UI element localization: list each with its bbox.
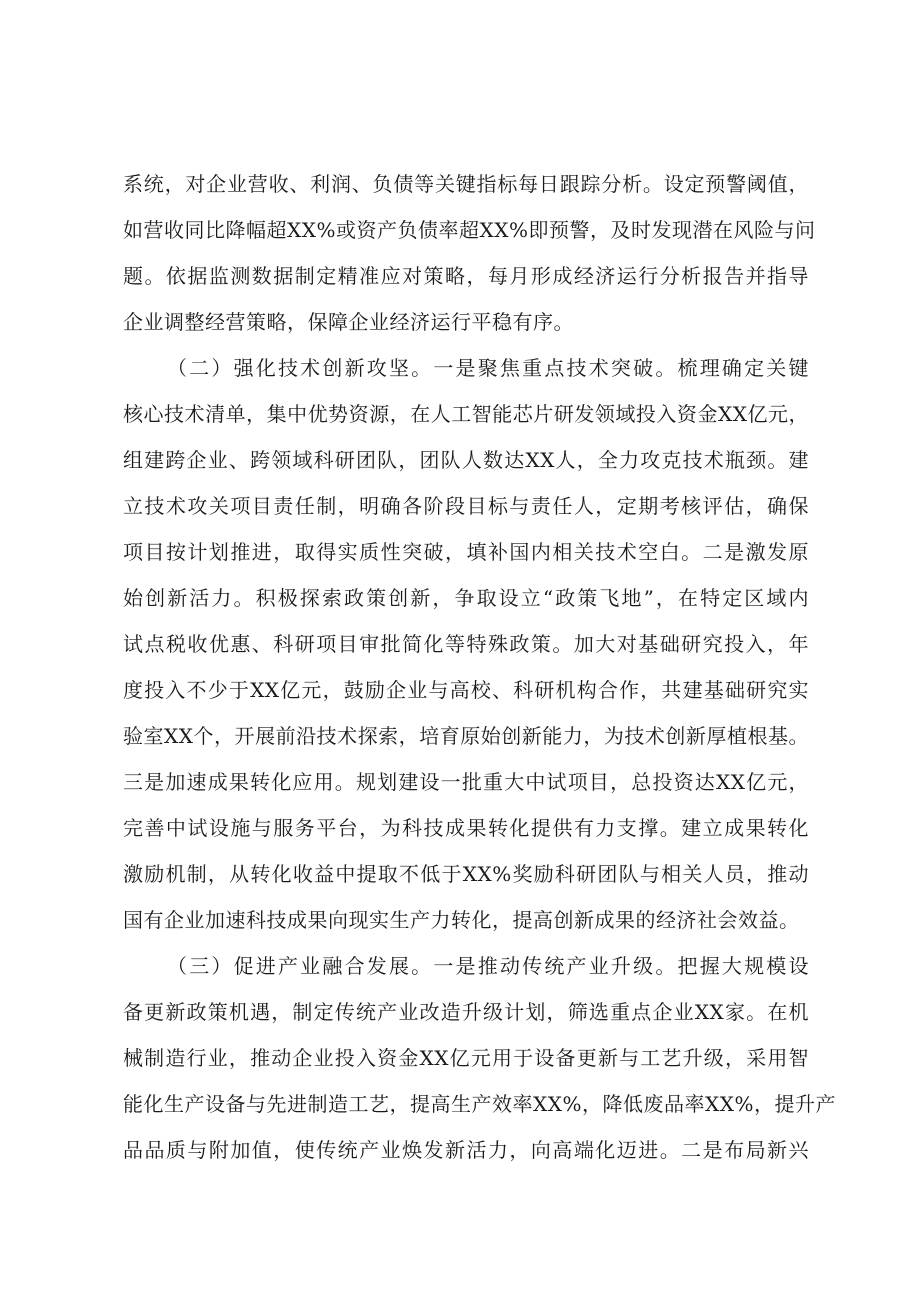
text-line: 备更新政策机遇，制定传统产业改造升级计划，筛选重点企业XX家。在机: [123, 1000, 809, 1024]
text-line: 始创新活力。积极探索政策创新，争取设立“政策飞地”，在特定区域内: [123, 586, 809, 610]
text-line: 立技术攻关项目责任制，明确各阶段目标与责任人，定期考核评估，确保: [123, 494, 809, 518]
text-line: 械制造行业，推动企业投入资金XX亿元用于设备更新与工艺升级，采用智: [123, 1046, 809, 1070]
text-line: 组建跨企业、跨领域科研团队，团队人数达XX人，全力攻克技术瓶颈。建: [123, 448, 809, 472]
text-line: 度投入不少于XX亿元，鼓励企业与高校、科研机构合作，共建基础研究实: [123, 678, 809, 702]
text-line: 激励机制，从转化收益中提取不低于XX%奖励科研团队与相关人员，推动: [123, 862, 809, 886]
text-line: 核心技术清单，集中优势资源，在人工智能芯片研发领域投入资金XX亿元，: [123, 402, 809, 426]
text-line: 项目按计划推进，取得实质性突破，填补国内相关技术空白。二是激发原: [123, 540, 809, 564]
text-line: 如营收同比降幅超XX%或资产负债率超XX%即预警，及时发现潜在风险与问: [123, 218, 816, 242]
text-line: 验室XX个，开展前沿技术探索，培育原始创新能力，为技术创新厚植根基。: [123, 724, 809, 748]
text-line: 完善中试设施与服务平台，为科技成果转化提供有力支撑。建立成果转化: [123, 816, 809, 840]
text-line: 试点税收优惠、科研项目审批简化等特殊政策。加大对基础研究投入，年: [123, 632, 809, 656]
text-line: 国有企业加速科技成果向现实生产力转化，提高创新成果的经济社会效益。: [123, 908, 800, 932]
text-line: 题。依据监测数据制定精准应对策略，每月形成经济运行分析报告并指导: [123, 264, 809, 288]
section-heading-line: （三）促进产业融合发展。一是推动传统产业升级。把握大规模设: [167, 954, 809, 978]
text-line: 能化生产设备与先进制造工艺，提高生产效率XX%，降低废品率XX%，提升产: [123, 1092, 836, 1116]
text-line: 品品质与附加值，使传统产业焕发新活力，向高端化迈进。二是布局新兴: [123, 1138, 809, 1162]
text-line: 企业调整经营策略，保障企业经济运行平稳有序。: [123, 310, 574, 334]
section-heading-line: （二）强化技术创新攻坚。一是聚焦重点技术突破。梳理确定关键: [167, 356, 809, 380]
text-line: 三是加速成果转化应用。规划建设一批重大中试项目，总投资达XX亿元，: [123, 770, 809, 794]
text-line: 系统，对企业营收、利润、负债等关键指标每日跟踪分析。设定预警阈值，: [123, 172, 809, 196]
